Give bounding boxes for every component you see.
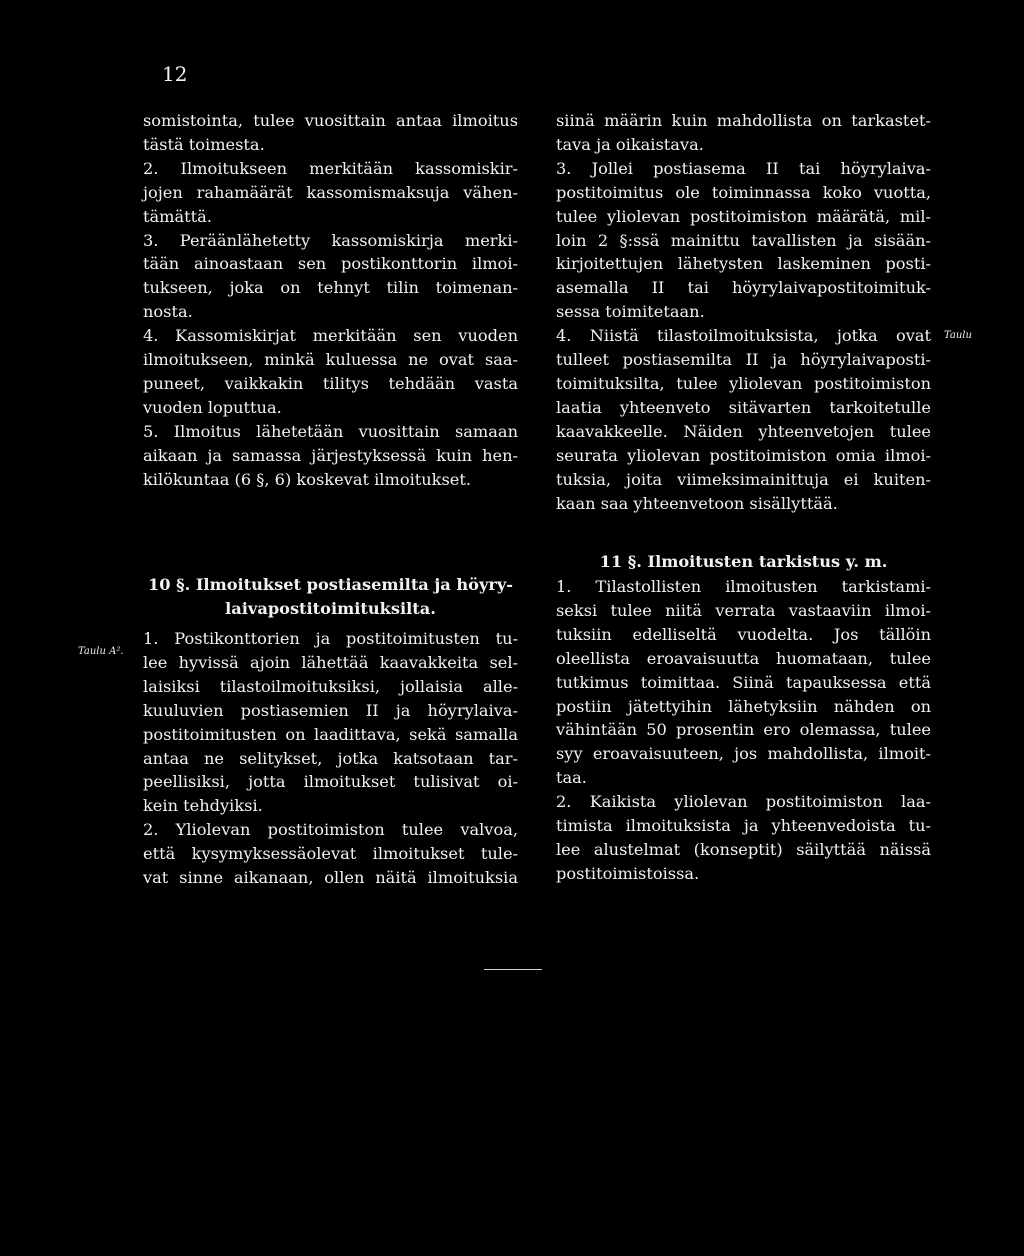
text-line: vähintään 50 prosentin ero olemassa, tulee bbox=[556, 720, 931, 740]
text-line: kirjoitettujen lähetysten laskeminen posti- bbox=[556, 254, 931, 274]
text-line: vuoden loputtua. bbox=[143, 397, 282, 417]
text-line: 1. Tilastollisten ilmoitusten tarkistami- bbox=[556, 577, 931, 596]
text-line: kilökuntaa (6 §, 6) koskevat ilmoitukset. bbox=[143, 469, 472, 489]
text-line: jojen rahamäärät kassomismaksuja vähen- bbox=[143, 182, 518, 202]
text-line: tutkimus toimittaa. Siinä tapauksessa että bbox=[556, 672, 931, 692]
text-line: tukseen, joka on tehnyt tilin toimenan- bbox=[143, 278, 518, 298]
text-line: postitoimitus ole toiminnassa koko vuotta, bbox=[556, 182, 931, 202]
text-line: somistointa, tulee vuosittain antaa ilmoitus bbox=[143, 111, 518, 130]
left-column-bottom bbox=[143, 627, 518, 890]
text-line: tuksiin edelliseltä vuodelta. Jos tällöin bbox=[556, 624, 931, 644]
text-line: 4. Kassomiskirjat merkitään sen vuoden bbox=[143, 326, 518, 346]
text-line: syy eroavaisuuteen, jos mahdollista, ilmoit- bbox=[556, 744, 931, 764]
text-line: taa. bbox=[556, 768, 587, 788]
text-line: lee alustelmat (konseptit) säilyttää näissä bbox=[556, 839, 931, 859]
text-line: oleellista eroavaisuutta huomataan, tulee bbox=[556, 648, 931, 668]
text-line: aikaan ja samassa järjestyksessä kuin hen- bbox=[143, 445, 518, 465]
text-line: kein tehdyiksi. bbox=[143, 796, 263, 816]
right-column-bottom bbox=[556, 575, 931, 886]
text-line: kaavakkeelle. Näiden yhteenvetojen tulee bbox=[556, 421, 931, 441]
text-line: ilmoitukseen, minkä kuluessa ne ovat saa- bbox=[143, 350, 518, 370]
text-line: kuuluvien postiasemien II ja höyrylaiva- bbox=[143, 700, 518, 720]
text-line: loin 2 §:ssä mainittu tavallisten ja sisään- bbox=[556, 230, 931, 250]
text-line: laisiksi tilastoilmoituksiksi, jollaisia alle- bbox=[143, 676, 518, 696]
text-line: tava ja oikaistava. bbox=[556, 134, 704, 154]
heading-line: 10 §. Ilmoitukset postiasemilta ja höyry- bbox=[147, 575, 514, 594]
text-line: postitoimitusten on laadittava, sekä samalla bbox=[143, 724, 518, 744]
text-line: siinä määrin kuin mahdollista on tarkastet- bbox=[556, 111, 931, 130]
separator-rule bbox=[484, 969, 542, 970]
text-line: seksi tulee niitä verrata vastaaviin ilmoi- bbox=[556, 600, 931, 620]
text-line: 3. Peräänlähetetty kassomiskirja merki- bbox=[143, 230, 518, 250]
section-heading-11 bbox=[556, 550, 931, 574]
text-line: tämättä. bbox=[143, 206, 212, 226]
text-line: että kysymyksessäolevat ilmoitukset tule- bbox=[143, 844, 518, 864]
page-number: 12 bbox=[162, 62, 188, 86]
text-line: nosta. bbox=[143, 302, 193, 322]
text-line: 1. Postikonttorien ja postitoimitusten tu- bbox=[143, 629, 518, 648]
text-line: postitoimistoissa. bbox=[556, 863, 700, 883]
text-line: kaan saa yhteenvetoon sisällyttää. bbox=[556, 493, 838, 513]
text-line: 2. Yliolevan postitoimiston tulee valvoa, bbox=[143, 820, 518, 840]
text-line: puneet, vaikkakin tilitys tehdään vasta bbox=[143, 373, 518, 393]
margin-note-right: Taulu bbox=[944, 330, 972, 341]
text-line: asemalla II tai höyrylaivapostitoimituk- bbox=[556, 278, 931, 298]
text-line: 2. Ilmoitukseen merkitään kassomiskir- bbox=[143, 158, 518, 178]
right-column-top bbox=[556, 109, 931, 515]
text-line: 4. Niistä tilastoilmoituksista, jotka ovat bbox=[556, 326, 931, 346]
text-line: 5. Ilmoitus lähetetään vuosittain samaan bbox=[143, 421, 518, 441]
text-line: tulee yliolevan postitoimiston määrätä, mil- bbox=[556, 206, 931, 226]
text-line: 2. Kaikista yliolevan postitoimiston laa- bbox=[556, 792, 931, 812]
text-line: 3. Jollei postiasema II tai höyrylaiva- bbox=[556, 158, 931, 178]
heading-line: laivapostitoimituksilta. bbox=[225, 599, 436, 618]
text-line: tään ainoastaan sen postikonttorin ilmoi- bbox=[143, 254, 518, 274]
text-line: laatia yhteenveto sitävarten tarkoitetulle bbox=[556, 397, 931, 417]
text-line: antaa ne selitykset, jotka katsotaan tar- bbox=[143, 748, 518, 768]
text-line: tuksia, joita viimeksimainittuja ei kuiten- bbox=[556, 469, 931, 489]
text-line: tästä toimesta. bbox=[143, 134, 265, 154]
text-line: timista ilmoituksista ja yhteenvedoista tu- bbox=[556, 816, 931, 836]
heading-line: 11 §. Ilmoitusten tarkistus y. m. bbox=[599, 552, 888, 571]
text-line: lee hyvissä ajoin lähettää kaavakkeita sel- bbox=[143, 652, 518, 672]
section-heading-10 bbox=[143, 573, 518, 621]
text-line: tulleet postiasemilta II ja höyrylaivaposti- bbox=[556, 350, 931, 370]
text-line: toimituksilta, tulee yliolevan postitoimiston bbox=[556, 373, 931, 393]
text-line: postiin jätettyihin lähetyksiin nähden on bbox=[556, 696, 931, 716]
text-line: seurata yliolevan postitoimiston omia ilmoi- bbox=[556, 445, 931, 465]
text-line: peellisiksi, jotta ilmoitukset tulisivat oi- bbox=[143, 772, 518, 792]
text-line: vat sinne aikanaan, ollen näitä ilmoituksia bbox=[143, 868, 518, 888]
margin-note-left: Taulu A². bbox=[78, 646, 124, 657]
left-column-top bbox=[143, 109, 518, 492]
text-line: sessa toimitetaan. bbox=[556, 302, 705, 322]
